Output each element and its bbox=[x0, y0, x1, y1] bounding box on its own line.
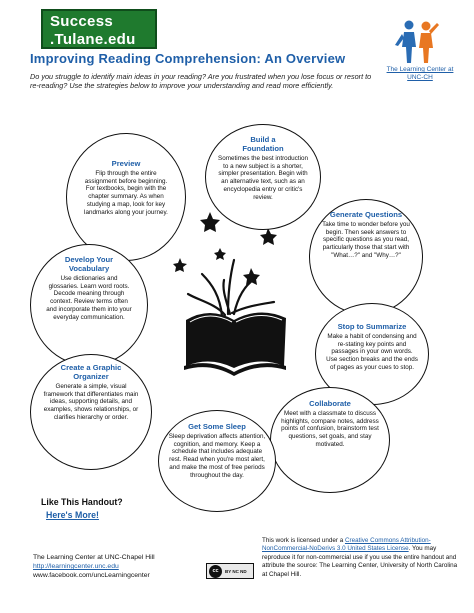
graphic-organizer-title: Create a Graphic Organizer bbox=[60, 363, 122, 381]
license-suffix: . You may reproduce it for non-commercial use if you use the entire handout and attribute the source: The Learning Center, University of North Carolina at Chapel Hill. bbox=[262, 545, 458, 578]
strategy-preview bbox=[66, 133, 186, 261]
strategy-build-foundation bbox=[205, 124, 321, 230]
license-prefix: This work is licensed under a bbox=[262, 537, 345, 544]
strategy-develop-vocabulary bbox=[30, 244, 148, 366]
collaborate-body: Meet with a classmate to discuss highlights, compare notes, address points of confusion, brainstorm test questions, set goals, and stay motivated. bbox=[281, 410, 379, 448]
build-foundation-body: Sometimes the best introduction to a new subject is a shorter, simpler presentation. Begin with an alternative text, such as an encyclopedia entry or critic's review. bbox=[218, 155, 308, 201]
footer-facebook: www.facebook.com/uncLearningcenter bbox=[33, 572, 150, 579]
build-foundation-title: Build a Foundation bbox=[242, 135, 284, 153]
intro-paragraph: Do you struggle to identify main ideas in your reading? Are you frustrated when you lose focus or resort to re-reading? Use the strategies below to improve your understanding and read more efficiently. bbox=[30, 72, 372, 90]
learning-center-link[interactable]: The Learning Center at UNC-CH bbox=[386, 66, 454, 81]
cc-license-icon[interactable] bbox=[206, 563, 254, 579]
strategy-graphic-organizer bbox=[30, 354, 152, 470]
heres-more-link[interactable]: Here's More! bbox=[46, 510, 99, 520]
stop-to-summarize-body: Make a habit of condensing and re-stating key points and passages in your own words. Use section breaks and the ends of pages as your cues to stop. bbox=[326, 333, 418, 371]
two-people-icon bbox=[393, 19, 441, 65]
promo-question: Like This Handout? bbox=[41, 497, 123, 507]
strategy-get-some-sleep bbox=[158, 410, 276, 512]
graphic-organizer-body: Generate a simple, visual framework that differentiates main ideas, supporting details, and examples, shows relationships, or clarifies hierarchy or order. bbox=[43, 383, 139, 421]
strategy-collaborate bbox=[270, 387, 390, 493]
page-title: Improving Reading Comprehension: An Overview bbox=[30, 51, 346, 66]
cc-mark: cc bbox=[209, 565, 222, 578]
logo-line-1: Success bbox=[50, 13, 113, 30]
footer-url-link[interactable]: http://learningcenter.unc.edu bbox=[33, 563, 119, 570]
generate-questions-title: Generate Questions bbox=[329, 210, 403, 219]
stop-to-summarize-title: Stop to Summarize bbox=[337, 322, 407, 331]
develop-vocabulary-title: Develop Your Vocabulary bbox=[64, 255, 114, 273]
success-tulane-logo[interactable] bbox=[41, 9, 157, 49]
footer-contact bbox=[33, 553, 183, 580]
get-some-sleep-title: Get Some Sleep bbox=[188, 422, 246, 431]
cc-terms: BY NC ND bbox=[225, 568, 247, 574]
license-link[interactable]: Creative Commons Attribution-NonCommercial-NoDerivs 3.0 United States License bbox=[262, 537, 431, 553]
preview-title: Preview bbox=[111, 159, 141, 168]
strategy-generate-questions bbox=[309, 199, 423, 315]
generate-questions-body: Take time to wonder before you begin. Then seek answers to specific questions as you read, particularly those that start with "What…?" and "Why…?" bbox=[322, 221, 410, 259]
get-some-sleep-body: Sleep deprivation affects attention, cognition, and memory. Keep a schedule that includes adequate rest. Read when you're most alert, and make the most of free periods throughout the day. bbox=[168, 433, 266, 479]
footer-org: The Learning Center at UNC-Chapel Hill bbox=[33, 554, 155, 561]
develop-vocabulary-body: Use dictionaries and glossaries. Learn word roots. Decode meaning through context. Review terms often and incorporate them into your everyday communication. bbox=[46, 275, 132, 321]
logo-line-2: .Tulane.edu bbox=[50, 31, 136, 48]
collaborate-title: Collaborate bbox=[309, 399, 351, 408]
license-text bbox=[262, 537, 462, 579]
preview-body: Flip through the entire assignment before beginning. For textbooks, begin with the chapter summary. As when studying a map, look for key landmarks along your journey. bbox=[84, 170, 168, 216]
